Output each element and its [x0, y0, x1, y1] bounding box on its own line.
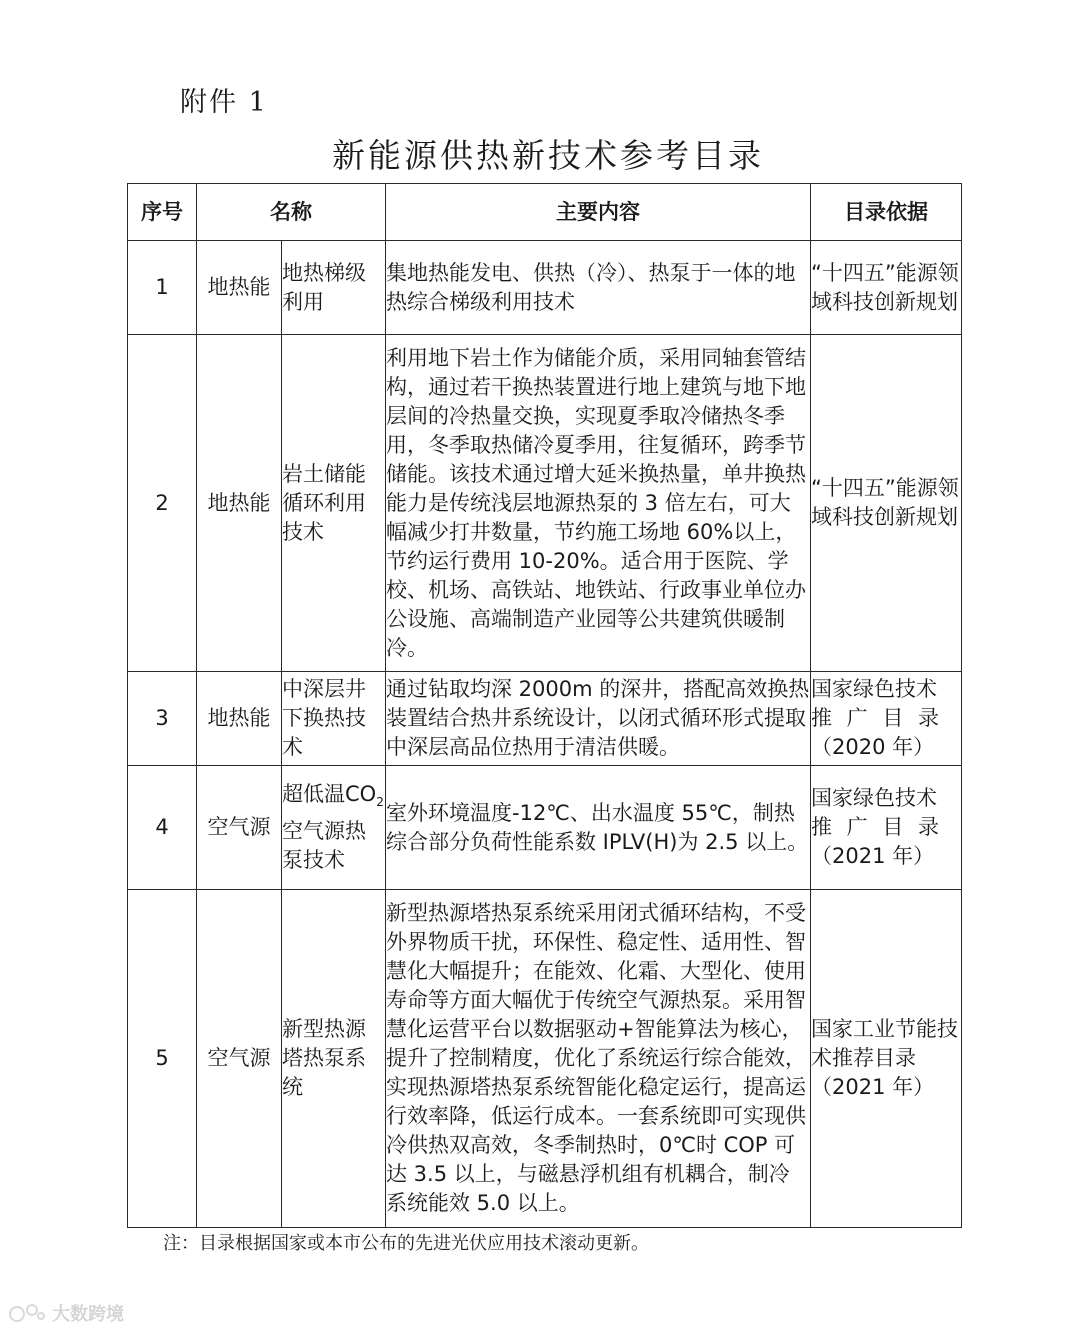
- row-seq: 2: [128, 335, 197, 672]
- row-category: 地热能: [197, 672, 282, 766]
- table-row: [128, 766, 962, 890]
- table-row: [128, 890, 962, 1228]
- basis-line: 国家绿色技术: [811, 786, 937, 810]
- row-seq: 4: [128, 766, 197, 890]
- table-row: [128, 241, 962, 335]
- watermark: [8, 1300, 124, 1326]
- row-basis: [811, 766, 962, 890]
- row-category: 空气源: [197, 766, 282, 890]
- header-name: 名称: [197, 184, 386, 241]
- basis-line: （2021 年）: [811, 844, 935, 868]
- row-basis: “十四五”能源领域科技创新规划: [811, 241, 962, 335]
- basis-line: （2020 年）: [811, 735, 935, 759]
- row-category: 地热能: [197, 335, 282, 672]
- row-category: 空气源: [197, 890, 282, 1228]
- watermark-text: 大数跨境: [52, 1304, 124, 1325]
- row-name: [282, 766, 386, 890]
- footnote: 注：目录根据国家或本市公布的先进光伏应用技术滚动更新。: [163, 1233, 649, 1254]
- name-part: CO: [345, 781, 377, 806]
- name-part: 超低温: [282, 781, 345, 806]
- basis-line: 推广目录: [811, 706, 939, 730]
- row-name: 新型热源塔热泵系统: [282, 890, 386, 1228]
- row-content: 集地热能发电、供热（冷）、热泵于一体的地热综合梯级利用技术: [386, 241, 811, 335]
- header-seq: 序号: [128, 184, 197, 241]
- basis-line: 国家绿色技术: [811, 677, 937, 701]
- row-name: 岩土储能循环利用技术: [282, 335, 386, 672]
- row-basis: “十四五”能源领域科技创新规划: [811, 335, 962, 672]
- table-header-row: [128, 184, 962, 241]
- header-basis: 目录依据: [811, 184, 962, 241]
- row-seq: 5: [128, 890, 197, 1228]
- basis-line: 推广目录: [811, 815, 939, 839]
- row-name: 地热梯级利用: [282, 241, 386, 335]
- table-row: [128, 672, 962, 766]
- attachment-label: 附件 1: [180, 87, 268, 118]
- row-seq: 3: [128, 672, 197, 766]
- row-content: 室外环境温度-12℃、出水温度 55℃，制热综合部分负荷性能系数 IPLV(H)为 2.5 以上。: [386, 766, 811, 890]
- row-seq: 1: [128, 241, 197, 335]
- name-part: 空气源热泵技术: [282, 819, 366, 873]
- row-content: 通过钻取均深 2000m 的深井，搭配高效换热装置结合热井系统设计，以闭式循环形式提取中深层高品位热用于清洁供暖。: [386, 672, 811, 766]
- row-name: 中深层井下换热技术: [282, 672, 386, 766]
- row-basis: [811, 672, 962, 766]
- row-basis: 国家工业节能技术推荐目录（2021 年）: [811, 890, 962, 1228]
- header-content: 主要内容: [386, 184, 811, 241]
- row-content: 新型热源塔热泵系统采用闭式循环结构，不受外界物质干扰，环保性、稳定性、适用性、智慧化大幅提升；在能效、化霜、大型化、使用寿命等方面大幅优于传统空气源热泵。采用智慧化运营平台以数据驱动+智能算法为核心，提升了控制精度，优化了系统运行综合能效，实现热源塔热泵系统智能化稳定运行，提高运行效率降，低运行成本。一套系统即可实现供冷供热双高效，冬季制热时，0℃时 COP 可达 3.5 以上，与磁悬浮机组有机耦合，制冷系统能效 5.0 以上。: [386, 890, 811, 1228]
- table-row: [128, 335, 962, 672]
- row-content: 利用地下岩土作为储能介质，采用同轴套管结构，通过若干换热装置进行地上建筑与地下地层间的冷热量交换，实现夏季取冷储热冬季用，冬季取热储冷夏季用，往复循环，跨季节储能。该技术通过增大延米换热量，单井换热能力是传统浅层地源热泵的 3 倍左右，可大幅减少打井数量，节约施工场地 60%以上，节约运行费用 10-20%。适合用于医院、学校、机场、高铁站、地铁站、行政事业单位办公设施、高端制造产业园等公共建筑供暖制冷。: [386, 335, 811, 672]
- page-title: 新能源供热新技术参考目录: [332, 136, 764, 175]
- watermark-logo-icon: [8, 1300, 48, 1326]
- row-category: 地热能: [197, 241, 282, 335]
- technology-catalog-table: [127, 183, 962, 1228]
- name-subscript: 2: [376, 795, 384, 810]
